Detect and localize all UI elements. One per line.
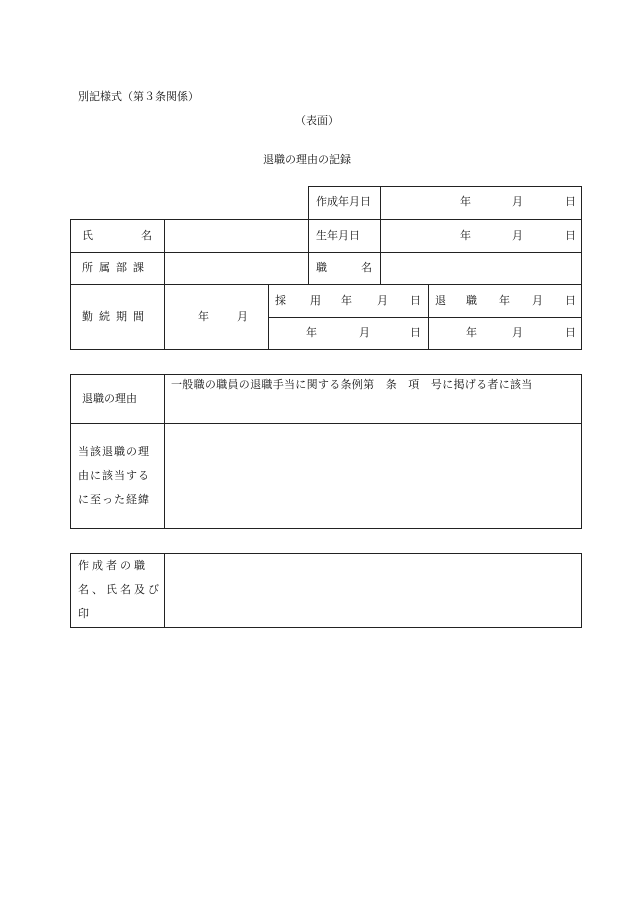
row2-day-unit-a: 日: [410, 326, 421, 339]
service-year-unit: 年: [198, 310, 209, 323]
hired-month-unit: 月: [377, 294, 388, 307]
created-year-unit: 年: [460, 195, 471, 208]
circumstances-field[interactable]: [165, 424, 581, 528]
created-day-unit: 日: [565, 195, 576, 208]
retired-year-unit: 年: [499, 294, 510, 307]
dob-year-unit: 年: [460, 229, 471, 242]
service-period-label: 勤続期間: [82, 310, 150, 323]
row2-year-unit-b: 年: [466, 326, 477, 339]
row2-month-unit-b: 月: [512, 326, 523, 339]
created-month-unit: 月: [512, 195, 523, 208]
department-label: 所属部課: [82, 261, 150, 274]
reason-label: 退職の理由: [82, 392, 137, 405]
dob-month-unit: 月: [512, 229, 523, 242]
row2-month-unit-a: 月: [359, 326, 370, 339]
author-label: 作成者の職名、氏名及び印: [78, 559, 162, 620]
row2-day-unit-b: 日: [565, 326, 576, 339]
created-date-label: 作成年月日: [316, 195, 371, 208]
name-label: 氏 名: [82, 229, 152, 242]
retired-month-unit: 月: [532, 294, 543, 307]
author-field[interactable]: [165, 554, 581, 627]
dob-day-unit: 日: [565, 229, 576, 242]
retired-day-unit: 日: [565, 294, 576, 307]
side-label: （表面）: [295, 114, 339, 127]
hired-year-unit: 年: [341, 294, 352, 307]
dob-label: 生年月日: [316, 229, 360, 242]
service-month-unit: 月: [237, 310, 248, 323]
document-title: 退職の理由の記録: [263, 153, 351, 166]
reason-text: 一般職の職員の退職手当に関する条例第 条 項 号に掲げる者に該当: [171, 378, 533, 391]
hired-label: 採 用: [275, 294, 321, 307]
form-label: 別記様式（第３条関係）: [78, 90, 199, 103]
row2-year-unit-a: 年: [306, 326, 317, 339]
circumstances-label: 当該退職の理由に該当するに至った経緯: [78, 445, 150, 506]
hired-day-unit: 日: [410, 294, 421, 307]
position-label: 職 名: [316, 261, 372, 274]
retired-label: 退 職: [435, 294, 477, 307]
